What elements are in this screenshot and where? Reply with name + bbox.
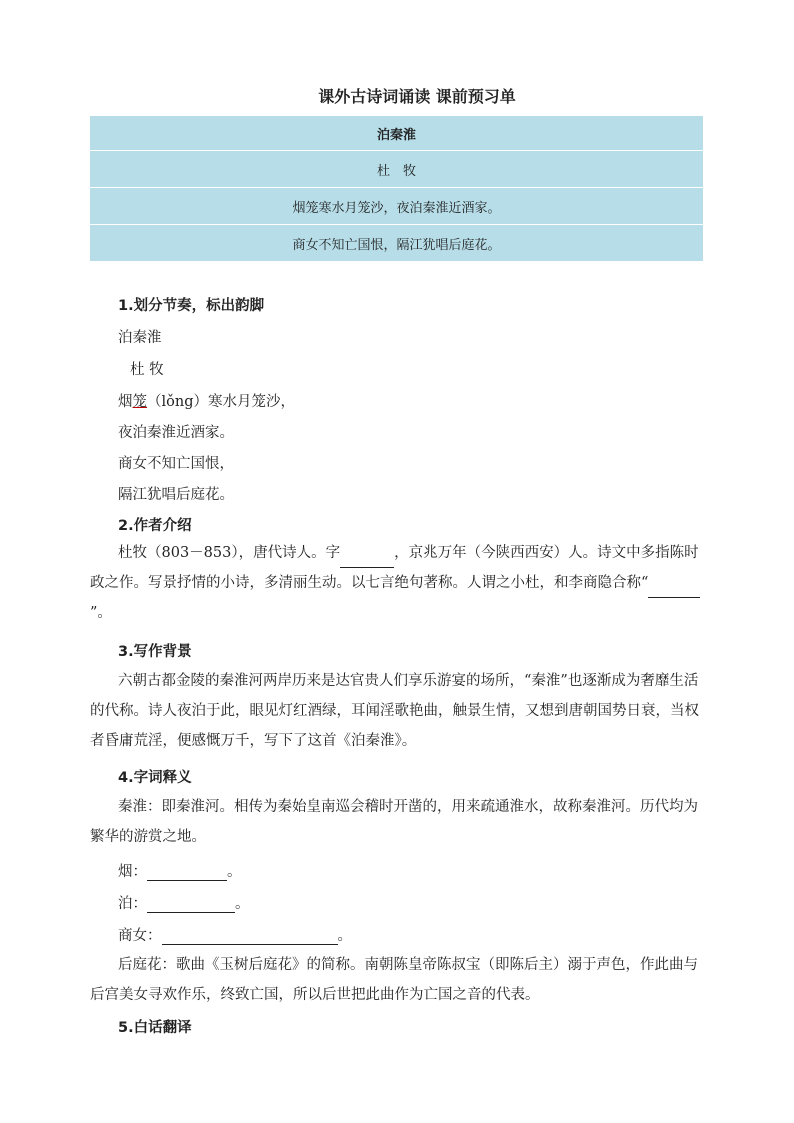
author-intro-text-c: ”。 [90, 605, 112, 621]
joint-name-blank[interactable] [648, 581, 700, 598]
section1-heading: 1.划分节奏，标出韵脚 [118, 298, 265, 314]
author-intro-paragraph [90, 538, 708, 628]
page-title: 课外古诗词诵读 课前预习单 [318, 87, 516, 106]
background-paragraph: 六朝古都金陵的秦淮河两岸历来是达官贵人们享乐游宴的场所，“秦淮”也逐渐成为奢靡生活的代称。诗人夜泊于此，眼见灯红酒绿，耳闻淫歌艳曲，触景生情，又想到唐朝国势日衰，当权者昏庸荒淫，便感慨万千，写下了这首《泊秦淮》。 [90, 673, 699, 749]
section4-heading: 4.字词释义 [118, 770, 192, 786]
poem-table-line1: 烟笼寒水月笼沙，夜泊秦淮近酒家。 [90, 188, 703, 225]
poem-line-4: 隔江犹唱后庭花。 [118, 487, 234, 503]
poem-line-1-marked-char: 笼 [132, 394, 147, 410]
poem-table-author: 杜 牧 [90, 151, 703, 188]
author-intro-text-b: ，京兆万年（今陕西西安）人。诗文中多指陈时政之作。写景抒情的小诗，多清丽生动。以七言绝句著称。人谓之小杜，和李商隐合称“ [90, 545, 699, 591]
word-shangnv-period: 。 [337, 928, 352, 944]
qinhuai-definition: 秦淮：即秦淮河。相传为秦始皇南巡会稽时开凿的，用来疏通淮水，故称秦淮河。历代均为繁华的游赏之地。 [90, 799, 698, 845]
author-intro-text-a: 杜牧（803－853），唐代诗人。字 [118, 545, 341, 561]
poem-title-text: 泊秦淮 [118, 330, 162, 346]
word-yan-label: 烟： [118, 864, 147, 880]
section3-heading: 3.写作背景 [118, 644, 192, 660]
word-bo-label: 泊： [118, 896, 147, 912]
word-shangnv-label: 商女： [118, 928, 162, 944]
houtinghua-definition: 后庭花：歌曲《玉树后庭花》的简称。南朝陈皇帝陈叔宝（即陈后主）溺于声色，作此曲与后宫美女寻欢作乐，终致亡国，所以后世把此曲作为亡国之音的代表。 [90, 957, 698, 1003]
poem-line-3: 商女不知亡国恨， [118, 456, 234, 472]
word-yan-period: 。 [227, 864, 242, 880]
poem-table-title: 泊秦淮 [90, 116, 703, 151]
poem-line-2: 夜泊秦淮近酒家。 [118, 425, 234, 441]
poem-line-1-rest: （lǒng）寒水月笼沙， [147, 394, 295, 410]
word-yan-blank[interactable] [147, 864, 227, 881]
poem-line-1 [118, 390, 295, 411]
word-shangnv-item [118, 924, 352, 945]
section5-heading: 5.白话翻译 [118, 1020, 192, 1036]
poem-author-text: 杜 牧 [130, 362, 164, 378]
section2-heading: 2.作者介绍 [118, 518, 192, 534]
word-yan-item [118, 860, 242, 881]
word-bo-period: 。 [235, 896, 250, 912]
poem-table-line2: 商女不知亡国恨，隔江犹唱后庭花。 [292, 237, 501, 253]
word-shangnv-blank[interactable] [162, 928, 338, 945]
poem-line-1-char: 烟 [118, 394, 133, 410]
courtesy-name-blank[interactable] [340, 551, 394, 568]
poem-table [90, 116, 703, 261]
word-bo-blank[interactable] [147, 896, 235, 913]
word-bo-item [118, 892, 250, 913]
